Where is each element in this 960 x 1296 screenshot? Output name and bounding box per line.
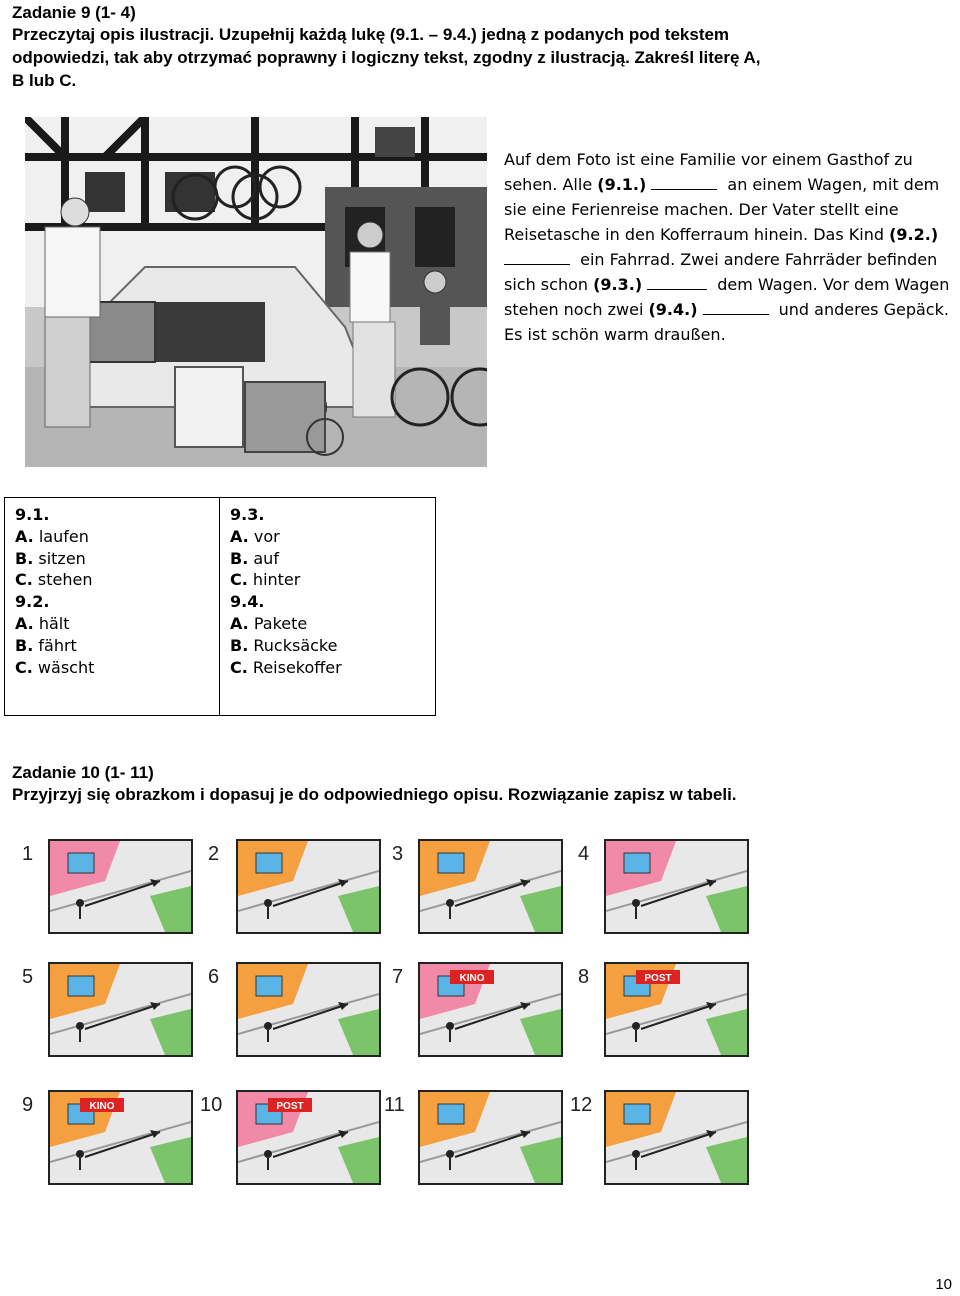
gap-label-9-4: (9.4.) bbox=[648, 300, 698, 319]
picture-number: 12 bbox=[570, 1094, 593, 1116]
gap-label-9-2: (9.2.) bbox=[889, 225, 939, 244]
street-picture-7 bbox=[418, 962, 563, 1057]
picture-number: 2 bbox=[208, 843, 220, 865]
option-text: laufen bbox=[38, 526, 89, 546]
street-picture-8 bbox=[604, 962, 749, 1057]
street-picture-5 bbox=[48, 962, 193, 1057]
option-letter: A. bbox=[15, 613, 34, 633]
task9-passage bbox=[504, 147, 954, 347]
answer-option[interactable] bbox=[15, 526, 209, 548]
question-number: 9.4. bbox=[230, 592, 265, 612]
option-text: hinter bbox=[252, 570, 301, 590]
answer-option[interactable] bbox=[230, 613, 425, 635]
gap-9-3 bbox=[647, 275, 707, 290]
option-letter: B. bbox=[230, 548, 249, 568]
answer-option[interactable] bbox=[15, 635, 209, 657]
answer-column-left bbox=[5, 498, 220, 715]
question-number: 9.2. bbox=[15, 592, 50, 612]
picture-number: 1 bbox=[22, 843, 34, 865]
gap-label-9-3: (9.3.) bbox=[593, 275, 643, 294]
gap-9-4 bbox=[703, 300, 769, 315]
answer-option[interactable] bbox=[230, 569, 425, 591]
question-number: 9.1. bbox=[15, 505, 50, 524]
passage-text-4: dem Wagen. Vor dem Wagen stehen noch zwei bbox=[504, 275, 950, 319]
svg-text:KINO: KINO bbox=[459, 973, 485, 984]
street-picture-11 bbox=[418, 1090, 563, 1185]
task10-instruction: Przyjrzyj się obrazkom i dopasuj je do odpowiedniego opisu. Rozwiązanie zapisz w tabeli. bbox=[12, 785, 737, 804]
answer-option[interactable] bbox=[15, 613, 209, 635]
option-letter: C. bbox=[15, 657, 33, 677]
option-letter: B. bbox=[15, 635, 34, 655]
option-text: Reisekoffer bbox=[252, 657, 342, 677]
option-letter: A. bbox=[15, 526, 34, 546]
street-picture-6 bbox=[236, 962, 381, 1057]
option-letter: C. bbox=[15, 570, 33, 590]
answer-option[interactable] bbox=[15, 569, 209, 591]
option-letter: C. bbox=[230, 657, 248, 677]
gap-9-2 bbox=[504, 250, 570, 265]
svg-text:POST: POST bbox=[644, 973, 672, 984]
picture-number: 4 bbox=[578, 843, 590, 865]
street-picture-3 bbox=[418, 839, 563, 934]
option-letter: B. bbox=[230, 635, 249, 655]
picture-number: 9 bbox=[22, 1094, 34, 1116]
answer-option[interactable] bbox=[230, 548, 425, 570]
option-letter: A. bbox=[230, 526, 249, 546]
option-text: Rucksäcke bbox=[253, 635, 338, 655]
question-number: 9.3. bbox=[230, 505, 265, 524]
option-text: stehen bbox=[37, 570, 93, 590]
picture-number: 8 bbox=[578, 966, 590, 988]
picture-number: 10 bbox=[200, 1094, 223, 1116]
gap-9-1 bbox=[651, 175, 717, 190]
task10-title: Zadanie 10 (1- 11) bbox=[12, 763, 154, 782]
family-car-photo bbox=[25, 117, 487, 467]
svg-text:KINO: KINO bbox=[89, 1101, 115, 1112]
option-text: Pakete bbox=[253, 613, 308, 633]
picture-number: 5 bbox=[22, 966, 34, 988]
option-text: wäscht bbox=[37, 657, 95, 677]
answer-option[interactable] bbox=[230, 635, 425, 657]
picture-number: 11 bbox=[384, 1094, 405, 1116]
passage-text-3: ein Fahrrad. Zwei andere Fahrräder befinden sich schon bbox=[504, 250, 938, 294]
option-letter: B. bbox=[15, 548, 34, 568]
passage-text-1: Auf dem Foto ist eine Familie vor einem Gasthof zu sehen. Alle bbox=[504, 150, 913, 194]
answer-option[interactable] bbox=[15, 548, 209, 570]
picture-number: 7 bbox=[392, 966, 404, 988]
option-text: vor bbox=[253, 526, 280, 546]
task9-instruction: Przeczytaj opis ilustracji. Uzupełnij każdą lukę (9.1. – 9.4.) jedną z podanych pod tekstem odpowiedzi, tak aby otrzymać poprawny i logiczny tekst, zgodny z ilustracją. Zakreśl literę A, B lub C. bbox=[12, 25, 761, 90]
option-text: hält bbox=[38, 613, 70, 633]
answer-column-right bbox=[220, 498, 435, 715]
street-picture-10 bbox=[236, 1090, 381, 1185]
option-text: sitzen bbox=[38, 548, 86, 568]
answer-option[interactable] bbox=[230, 657, 425, 679]
answer-options-table bbox=[4, 497, 436, 716]
svg-text:POST: POST bbox=[276, 1101, 304, 1112]
street-picture-2 bbox=[236, 839, 381, 934]
gap-label-9-1: (9.1.) bbox=[597, 175, 647, 194]
picture-number: 3 bbox=[392, 843, 404, 865]
street-picture-1 bbox=[48, 839, 193, 934]
option-text: fährt bbox=[38, 635, 77, 655]
street-picture-9 bbox=[48, 1090, 193, 1185]
picture-number: 6 bbox=[208, 966, 220, 988]
passage-text-2: an einem Wagen, mit dem sie eine Ferienreise machen. Der Vater stellt eine Reisetasche in den Kofferraum hinein. Das Kind bbox=[504, 175, 940, 244]
passage-text-5: und anderes Gepäck. Es ist schön warm draußen. bbox=[504, 300, 949, 344]
page-number: 10 bbox=[935, 1276, 952, 1293]
option-text: auf bbox=[253, 548, 279, 568]
task9-title: Zadanie 9 (1- 4) bbox=[12, 3, 136, 22]
option-letter: C. bbox=[230, 570, 248, 590]
street-picture-4 bbox=[604, 839, 749, 934]
option-letter: A. bbox=[230, 613, 249, 633]
street-picture-12 bbox=[604, 1090, 749, 1185]
answer-option[interactable] bbox=[15, 657, 209, 679]
answer-option[interactable] bbox=[230, 526, 425, 548]
